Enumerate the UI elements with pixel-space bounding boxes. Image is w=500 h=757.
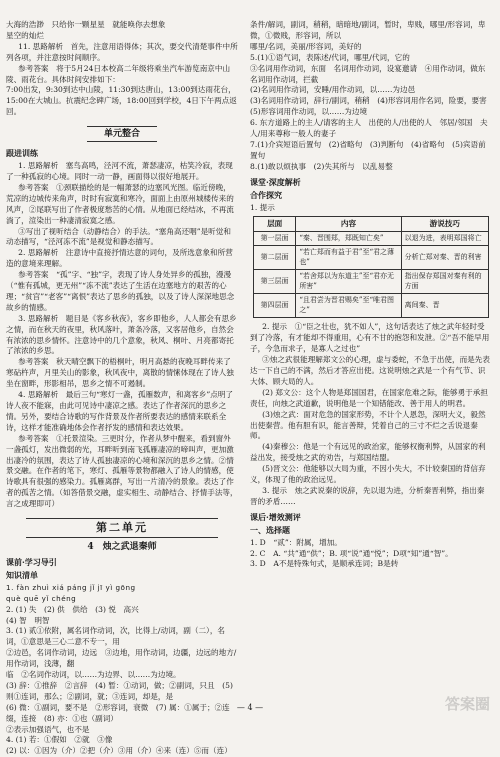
knowledge-item: (4) 智 明智 [6,615,50,625]
answer-paragraph: 4. 思路解析 最后三句“寒灯一盏，孤雁数声，和离客乡”点明了诗人夜不能寐，由此可见诗中凄凉之感。表达了作者深沉的思乡之情。另外，要结合诗歌的写作背景及作者所要表达的感情来联系全诗，这样才能准确地体会作者抒发的感情和表达效果。 [6,390,234,432]
sub-title-practice: 跟进训练 [6,148,38,159]
knowledge-item: (3) 辞：①推辞 ②言辞 (4) 暂：①动词，做；②副词，只且 (5) 则①连词，那么；②副词，就；③连词，却是，是 [6,680,233,701]
knowledge-item: 哪里/名词，美丽/形容词，美好的 [250,41,362,51]
answer-paragraph: 7:00出发，9:30到达中山陵，11:30到达唐山，13:00到达雨花台，15:00在大城山。抗震纪念碑广场，18:00回到学校，4日下午两点返回。 [6,85,237,117]
poem-line: 星空的灿烂 [6,30,44,40]
section-after-class: 课后·增效测评 [250,511,301,522]
answer-paragraph: 11. 思路解析 首先，注意用语得体；其次，要交代清楚事件中所列各项，并注意按时间顺序。 [6,41,238,62]
table-cell-content: “秦、晋围郑，郑既知亡矣” [296,231,401,246]
section-title-unit-summary: 单元整合 [87,126,157,142]
answer-item: 2. C A. “共”通“供”；B. 项“说”通“悦”；D项“知”通“智”。 [250,548,453,558]
table-cell-level: 第三层面 [254,270,296,294]
knowledge-item: (6) 微：①副词，要不是 ②形容词，衰微 (7) 属：①属于；②连缀，连接 (8) 亦：①也（副词） [6,702,230,723]
analysis-paragraph: 2. 提示 ①“臣之壮也，犹不如人”，这句话表达了烛之武年轻时受到了冷落，有才能却不得重用，心有不甘的抱怨和发泄。②“吾不能早用子，今急而求子，是寡人之过也” [250,322,490,354]
knowledge-item: 6. 东方道路上的主人/请客的主人 出使的人/出使的人 邻居/邻国 夫人/用来尊称一般人的妻子 [250,118,488,139]
knowledge-item: (2) 以：①因为（介）②把（介）③用（介）④来（连）⑤而（连） [6,746,232,756]
analysis-paragraph: (2) 郑文公：这个人物是郑国国君，在国家危难之际，能够勇于承担责任，向烛之武道歉，说明他是一个知错能改、善于用人的明君。 [250,387,488,408]
knowledge-item: ②边邑，名词作动词，边远 ③边地，用作动词，边疆，边远的地方/用作动词，浅薄，翻 [6,648,237,669]
answer-item: 3. D A不是特殊句式，是顺承连词；B是转 [250,559,399,569]
watermark-logo: 答案圈 [444,695,490,713]
analysis-paragraph: ③烛之武很能理解郑文公的心理，虚与委蛇，不急于出使，而是先表达一下自己的不满，然后才答应出使。这说明烛之武是一个有气节、识大体、顾大局的人。 [250,355,490,386]
analysis-paragraph: (4)秦穆公：他是一个有远见的政治家，能够权衡利弊，从国家的利益出发，接受烛之武的劝告，与郑国结盟。 [250,442,486,463]
table-cell-content: “且君尝为晋君赐矣”至“唯君图之” [296,294,401,318]
knowledge-item: ②表示加强语气，也不是 [6,724,90,734]
analysis-paragraph: (5)晋文公：他能够以大局为重，不因小失大，不计较秦国的背信弃义，体现了他的政治远见。 [250,464,486,485]
table-cell-skill: 分析亡郑对秦、晋的利害 [401,246,488,270]
knowledge-item: 7.(1)介宾短语后置句 (2)省略句 (3)判断句 (4)省略句 (5)宾语前置句 [250,139,486,160]
knowledge-item: 4. (1) 若：①假如 ②就 ③像 [6,735,113,745]
table-header-cell: 游说技巧 [401,217,488,232]
answer-paragraph: 2. 思路解析 注意诗中直接抒情达意的词句，及所选意象和所营造的意境来理解。 [6,248,233,269]
answer-paragraph: 参考答案 “孤”字、“独”字，表现了诗人身处异乡的孤独，漫漫（“惟有孤城，更无州”“冻不流”表达了生活在边塞地方的艰苦的心理；“贫宫”“老客”“离恨”表达了思乡的孤独，以及了诗人深深地思念故乡的情感。 [6,270,235,312]
analysis-paragraph: 3. 提示 烛之武说秦的说辞，先以退为进，分析秦晋利弊，指出秦晋的矛盾…… [250,486,485,506]
answer-paragraph: 参考答案 秋天晴空飘下的梧桐叶，明月高悬的夜晚耳畔传来了寒砧杵声，月里关山的影象，秋风夜中，离散的情愫体现在了诗人独坐在窗畔，形影相吊，思乡之情不可遏制。 [6,357,234,389]
answer-item: 1. D “贰”：附属，增加。 [250,537,342,547]
knowledge-item: 5.(1)①语气词，表陈述/代词，哪里/代词，它的 [250,52,410,62]
left-column [6,20,238,757]
answer-paragraph: ③写出了视听结合（动静结合）的手法。“塞角高还咽”是听觉和动态描写，“泾河冻不流”是视觉和静态描写。 [6,226,231,247]
right-column [250,20,495,570]
table-row [254,294,489,318]
analysis-paragraph: (3)烛之武：面对危急的国家形势，不计个人恩怨，深明大义，毅然出使秦营。他有胆有识，能言善辩，凭着自己的三寸不烂之舌说退秦师。 [250,409,486,441]
knowledge-item: 临 ②名词作动词，以……为边界、以……为边境。 [6,670,181,680]
knowledge-item: (2)名词用作动词，安睡/用作动词，以……为边邑 [250,85,416,95]
answer-paragraph: 1. 思路解析 塞鸟高鸣，泾河不流，萧瑟凄凉，枯笑冷寂，表现了一种孤寂的心境。同时一动一静，画面得以很好地展开。 [6,161,233,181]
knowledge-item: 8.(1)敢以烦执事 (2)失其所与 以乱易整 [250,161,393,171]
section-in-class: 课堂·深度解析 [250,176,301,187]
sub-title-cooperation: 合作探究 [250,189,282,200]
answer-paragraph: 参考答案 ①托景渲染。三更时分，作者从梦中醒来，看到窗外一盏孤灯，发出微弱的光，耳畔听到南飞孤雁凄凉的啼叫声，更加激出凄冷的氛围，表达了诗人孤独凄凉的心境和深沉的思乡之情。②情景交融。在作者的笔下，寒灯、孤雁等景物都融入了诗人的情感，使诗歌具有很强的感染力。孤雁离群，写出一片清冷的景象。表达了作者的孤苦之情。（如答借景交融，虚实相生、动静结合、抒情手法等，言之成理即可） [6,433,238,509]
table-cell-content: “若亡郑而有益于君”至“君之薄也” [296,246,401,270]
table-cell-skill: 指出保存郑国对秦有利的方面 [401,270,488,294]
table-header-cell: 层面 [254,217,296,232]
table-header-cell: 内容 [296,217,401,232]
unit-title: 第二单元 [26,518,218,538]
knowledge-item: 2. (1) 失 (2) 供 供给 (3) 悦 高兴 [6,604,139,614]
lesson-title: 4 烛之武退秦师 [87,542,157,553]
section-pre-class: 课前·学习导引 [6,556,57,567]
table-cell-skill: 离间秦、晋 [401,294,488,318]
table-cell-level: 第四层面 [254,294,296,318]
table-row [254,246,489,270]
table-cell-skill: 以退为进，表明郑国将亡 [401,231,488,246]
knowledge-item: 3. (1) 贰①依附，属名词作动词，次，比得上/动词，副（二），名词，①意思是三心二意不专一，用 [6,626,226,647]
sub-title-choice: 一、选择题 [250,524,290,535]
table-cell-level: 第一层面 [254,231,296,246]
persuasion-table [253,216,489,318]
table-row [254,231,489,246]
knowledge-item: 条件/解词，副词，稍稍，暗暗地/副词，暂时，卑贱，哪里/形容词，卑微，①微贱，形容词，所以 [250,20,486,40]
poem-line: 大海的浩渺 只给你一颗星星 就能唤你去想象 [6,20,166,29]
table-header-row [254,217,489,232]
answer-paragraph: 参考答案 ①颈联描绘的是一幅萧瑟的边塞风光图。临近傍晚，荒凉的边城传来角声，时时有寂寞和寒冷，面面上由原州城楼传来的风声，②尾联写出了作者极度愁苦的心情。从地面已经结冰，不再流淌了，渲染出一种凄清寂寞之感。 [6,182,234,225]
knowledge-item: ③名词用作动词，东面 名词用作动词，设宴邀请 ④用作动词，做东 名词用作动词，拦截 [250,63,493,84]
tip-label: 1. 提示 [250,202,275,212]
sub-title-knowledge: 知识清单 [6,569,38,580]
knowledge-item: (3)名词用作动词，辞行/副词，稍稍 (4)形容词用作名词，险要，要害 (5)形容词用作动词，以……为边境 [250,96,495,117]
table-cell-level: 第二层面 [254,246,296,270]
table-cell-content: “若舍郑以为东道主”至“君亦无所害” [296,270,401,294]
page-number: — 4 — [236,703,264,712]
table-row [254,270,489,294]
pinyin-line: 1. fàn zhuì xiá páng jǐ jī yì gōng [6,582,136,592]
answer-paragraph: 3. 思路解析 题目是《客乡秋夜》，客乡即他乡，人人都会有思乡之情，而在秋天的夜里，秋风落叶，萧条冷落，又客居他乡，自然会有浓浓的思乡情怀。注意诗中的几个意象，秋风、桐叶、月亮都寄托了浓浓的乡思。 [6,313,237,356]
pinyin-line: què quē yǐ chéng [6,593,77,603]
answer-paragraph: 参考答案 将于5月24日本校高二年级将乘坐汽车游览南京中山陵、雨花台。具体时间安排如下： [6,63,231,84]
